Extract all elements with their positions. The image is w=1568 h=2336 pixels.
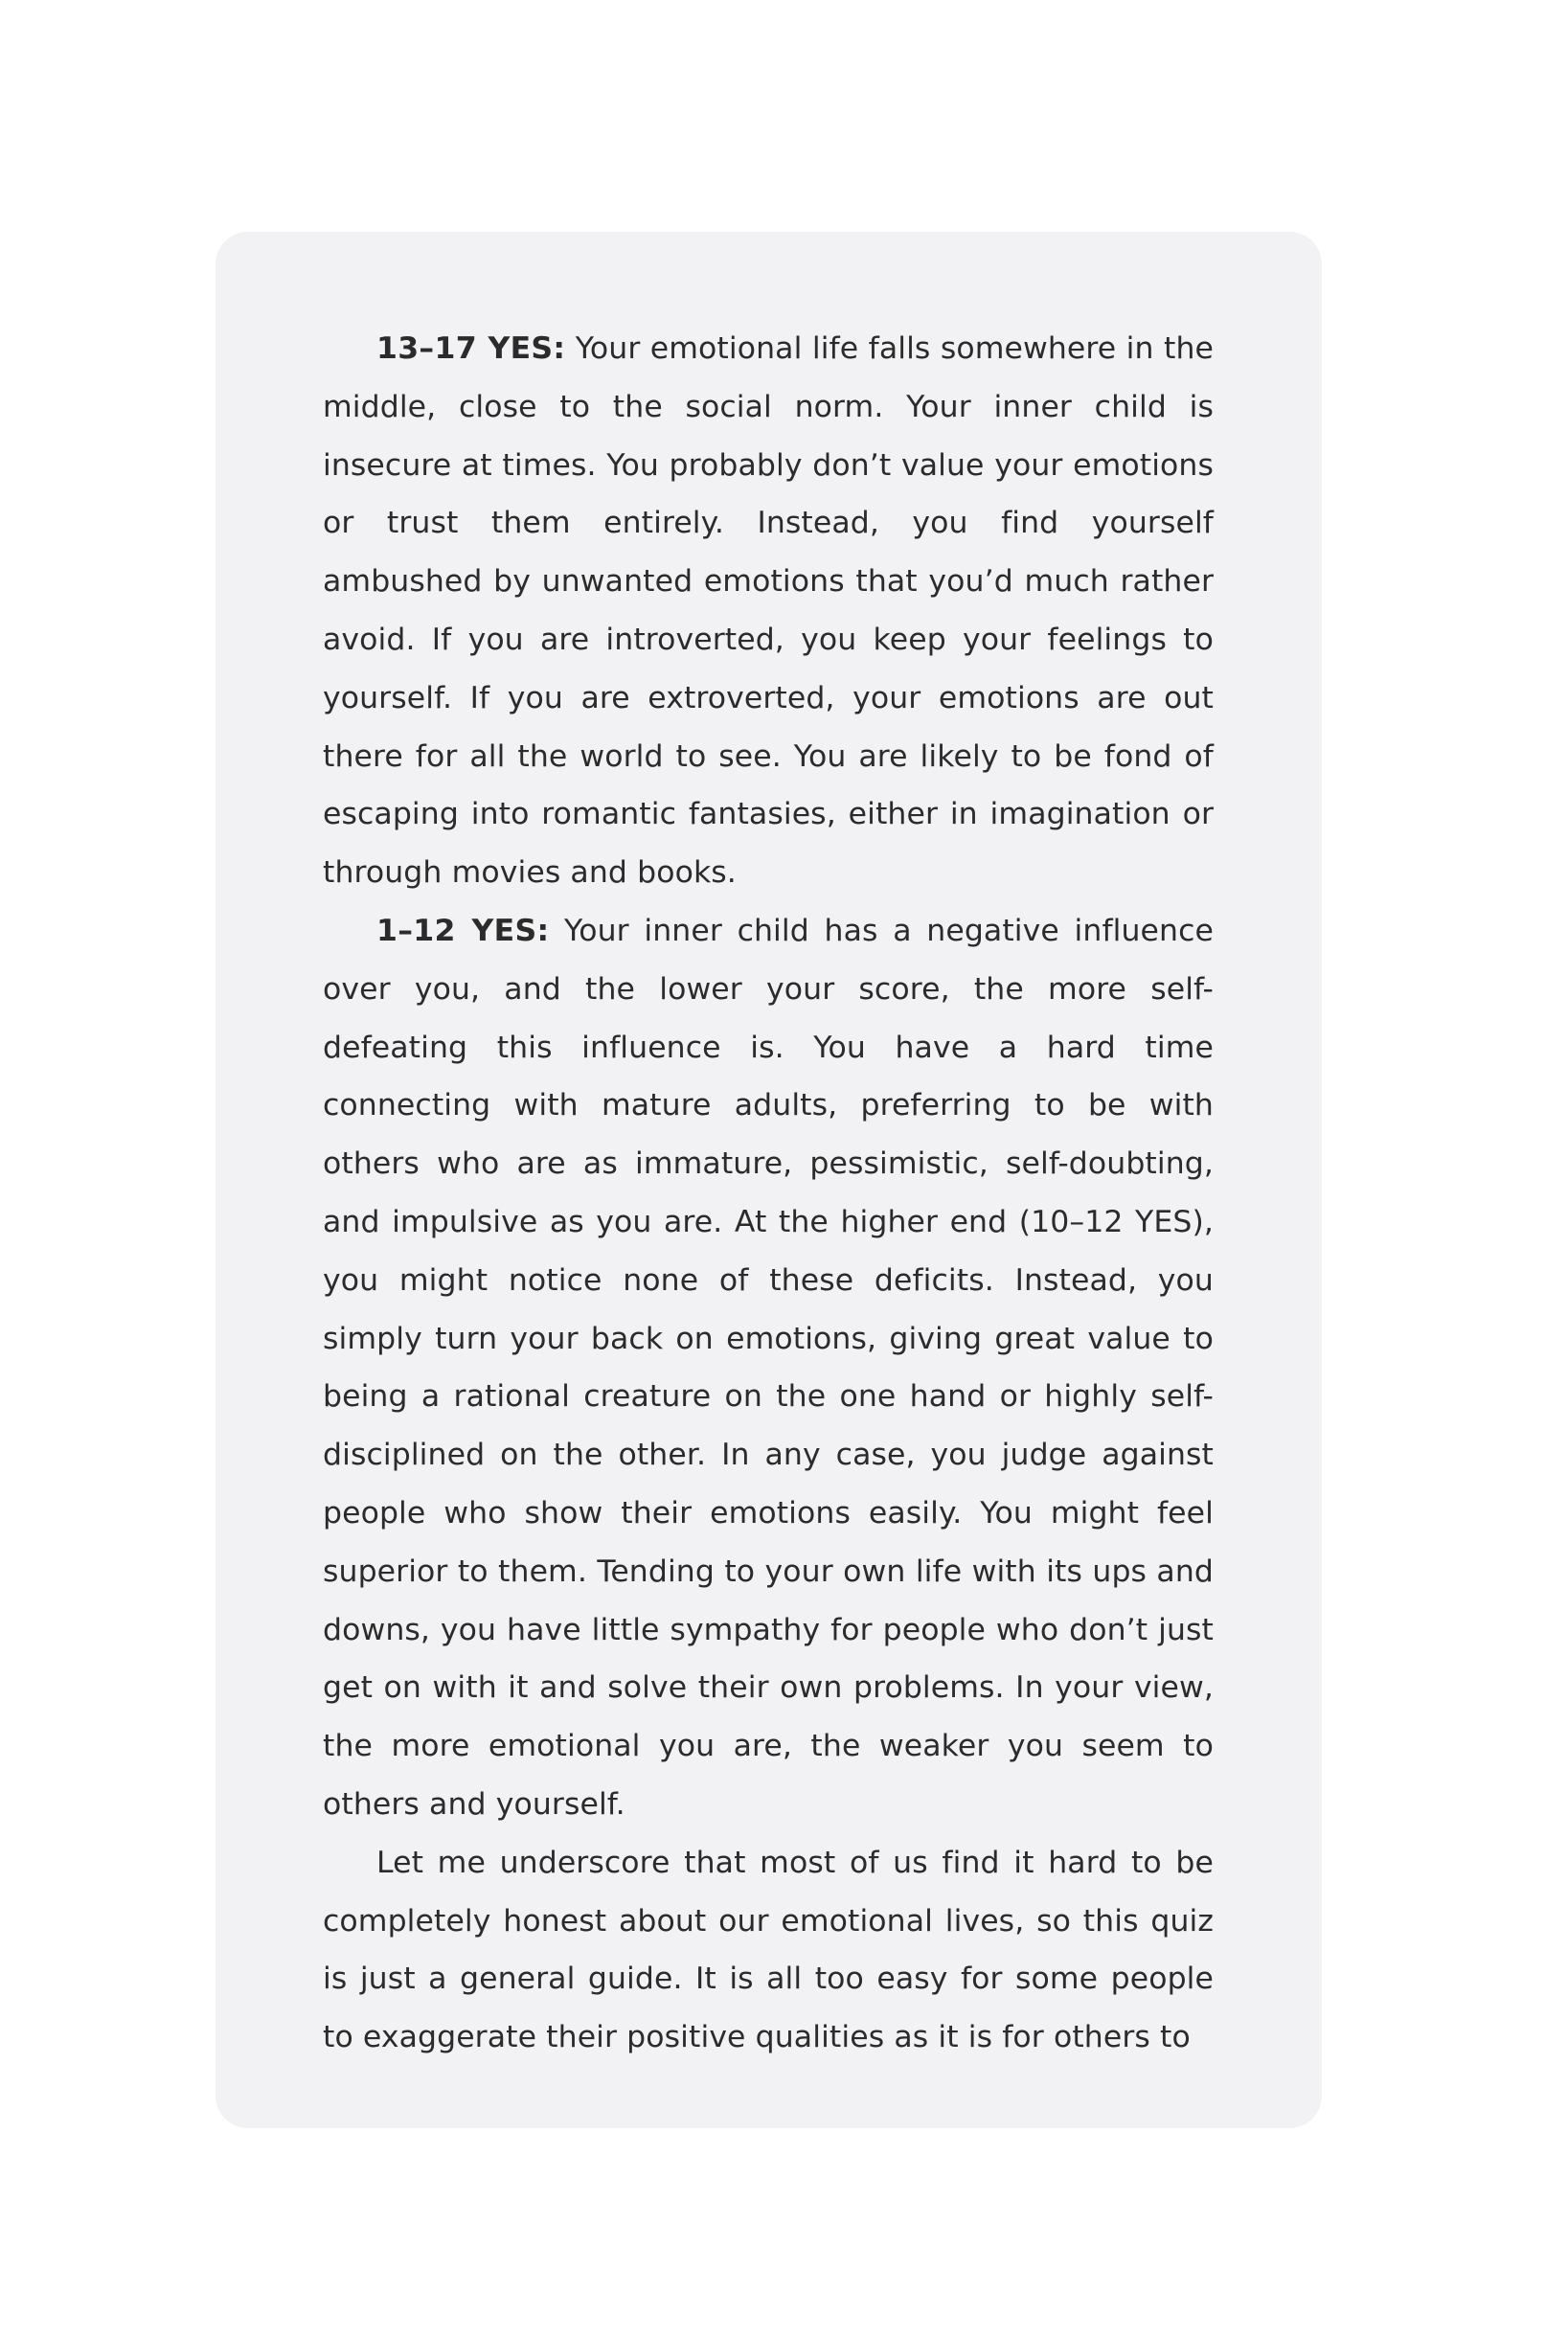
score-label-13-17: 13–17 YES: — [376, 331, 566, 366]
paragraph-text: Let me underscore that most of us find it hard to be completely honest about our emotional lives, so this quiz is just a general guide. It is all too easy for some people to exaggerate their positive qualities as it is for others to — [323, 1845, 1214, 2055]
paragraph-text: Your inner child has a negative influence over you, and the lower your score, the more self-defeating this influence is. You have a hard time connecting with mature adults, preferring to be with others who are as immature, pessimistic, self-doubting, and impulsive as you are. At the higher end (10–12 YES), you might notice none of these deficits. Instead, you simply turn your back on emotions, giving great value to being a rational creature on the one hand or highly self-disciplined on the other. In any case, you judge against people who show their emotions easily. You might feel superior to them. Tending to your own life with its ups and downs, you have little sympathy for people who don’t just get on with it and solve their own problems. In your view, the more emotional you are, the weaker you seem to others and yourself. — [323, 913, 1214, 1822]
paragraph-13-17-yes — [323, 320, 1214, 902]
paragraph-text: Your emotional life falls somewhere in the middle, close to the social norm. Your inner child is insecure at times. You probably don’t value your emotions or trust them entirely. Instead, you find yourself ambushed by unwanted emotions that you’d much rather avoid. If you are introverted, you keep your feelings to yourself. If you are extroverted, your emotions are out there for all the world to see. You are likely to be fond of escaping into romantic fantasies, either in imagination or through movies and books. — [323, 331, 1214, 891]
text-panel — [216, 232, 1322, 2128]
paragraph-closing — [323, 1834, 1214, 2067]
text-block — [323, 320, 1214, 2067]
paragraph-1-12-yes — [323, 902, 1214, 1834]
score-label-1-12: 1–12 YES: — [376, 913, 550, 948]
